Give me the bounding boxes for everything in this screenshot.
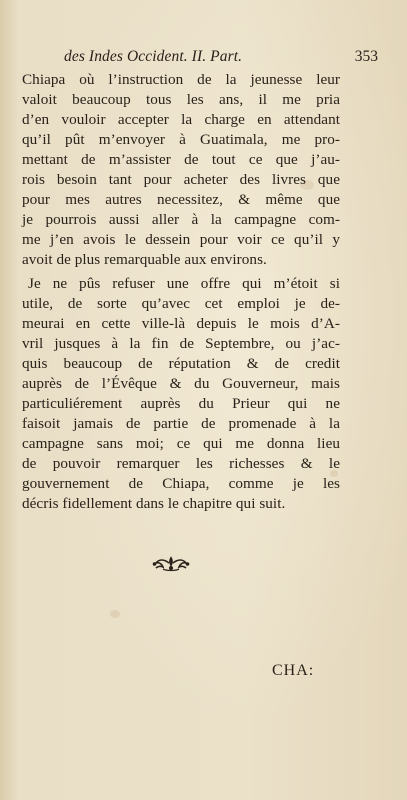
page-number: 353 xyxy=(354,48,378,65)
running-head-title: des Indes Occident. II. Part. xyxy=(64,48,243,65)
text-line: gouvernement de Chiapa, comme je les xyxy=(22,475,340,492)
catchword: CHA: xyxy=(272,662,315,679)
text-line: faisoit jamais de partie de promenade à la xyxy=(22,415,340,432)
text-line: de pouvoir remarquer les richesses & le xyxy=(22,455,340,472)
text-line: qu’il pût m’envoyer à Guatimala, me pro- xyxy=(22,131,340,148)
text-line: meurai en cette ville-là depuis le mois d’A- xyxy=(22,315,340,332)
text-line: particuliérement auprès du Prieur qui ne xyxy=(22,395,340,412)
paragraph-1 xyxy=(22,70,340,270)
running-head xyxy=(58,48,378,70)
text-line: vril jusques à la fin de Septembre, ou j’ac- xyxy=(22,335,340,352)
text-line: mettant de m’assister de tout ce que j’au- xyxy=(22,151,340,168)
body-text xyxy=(22,70,340,514)
text-line: rois besoin tant pour acheter des livres que xyxy=(22,171,340,188)
text-line: je pourrois aussi aller à la campagne com- xyxy=(22,211,340,228)
text-line: valoit beaucoup tous les ans, il me pria xyxy=(22,91,340,108)
text-line: d’en vouloir accepter la charge en attendant xyxy=(22,111,340,128)
fleuron-ornament-icon xyxy=(150,553,192,573)
paragraph-2 xyxy=(22,274,340,514)
text-line: pour mes autres necessitez, & même que xyxy=(22,191,340,208)
text-line: campagne sans moi; ce qui me donna lieu xyxy=(22,435,340,452)
text-line: Chiapa où l’instruction de la jeunesse leur xyxy=(22,71,340,88)
text-line: me j’en avois le dessein pour voir ce qu’il y xyxy=(22,231,340,248)
text-line: Je ne pûs refuser une offre qui m’étoit si xyxy=(28,275,340,292)
text-line: auprès de l’Évêque & du Gouverneur, mais xyxy=(22,375,340,392)
text-line: avoit de plus remarquable aux environs. xyxy=(22,251,267,268)
text-line: utile, de sorte qu’avec cet emploi je de- xyxy=(22,295,340,312)
foxing-spot xyxy=(110,610,120,618)
text-line: quis beaucoup de réputation & de credit xyxy=(22,355,340,372)
text-line: décris fidellement dans le chapitre qui suit. xyxy=(22,495,286,512)
